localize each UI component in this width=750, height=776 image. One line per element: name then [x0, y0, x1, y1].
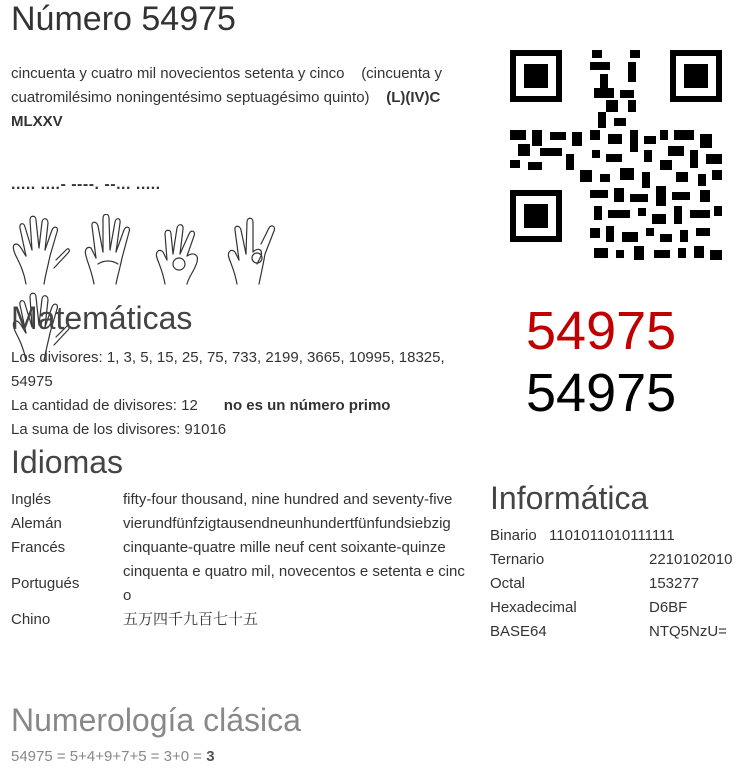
table-row — [8, 560, 472, 608]
languages-heading: Idiomas — [11, 444, 124, 480]
table-row — [8, 608, 472, 632]
table-row — [8, 536, 472, 560]
language-label: Chino — [11, 611, 51, 628]
table-row — [490, 596, 748, 620]
table-row — [490, 548, 748, 572]
numerology-formula — [11, 748, 215, 765]
base-label: BASE64 — [490, 623, 547, 640]
hand-seven-icon — [219, 214, 281, 286]
big-number-red: 54975 — [526, 301, 677, 361]
numerology-result: 3 — [206, 748, 215, 765]
language-value: cinquenta e quatro mil, novecentos e setenta e cinco — [123, 563, 465, 604]
morse-code: ..... ....- ----. --... ..... — [11, 176, 161, 193]
hand-nine-icon — [149, 214, 211, 286]
divisor-sum: La suma de los divisores: 91016 — [11, 421, 227, 438]
language-label: Portugués — [11, 575, 80, 592]
divisor-count: La cantidad de divisores: 12 — [11, 397, 198, 414]
informatics-table — [490, 524, 748, 644]
language-label: Inglés — [11, 491, 52, 508]
numerology-steps: 54975 = 5+4+9+7+5 = 3+0 = — [11, 748, 207, 765]
language-value: vierundfünfzigtausendneunhundertfünfundsiebzig — [123, 515, 451, 532]
divisors-list: Los divisores: 1, 3, 5, 15, 25, 75, 733, 2199, 3665, 10995, 18325, 54975 — [11, 349, 445, 390]
language-value: fifty-four thousand, nine hundred and seventy-five — [123, 491, 453, 508]
language-label: Francés — [11, 539, 66, 556]
cardinal-words: cincuenta y cuatro mil novecientos setenta y cinco — [11, 65, 345, 82]
language-value: 五万四千九百七十五 — [123, 611, 259, 628]
base-label: Binario — [490, 527, 537, 544]
numerology-heading: Numerología clásica — [11, 702, 301, 738]
divisor-count-line — [11, 394, 451, 418]
table-row — [8, 488, 472, 512]
qr-code-icon — [510, 50, 722, 262]
base-value: 2210102010 — [649, 551, 733, 568]
table-row — [490, 524, 748, 548]
language-label: Alemán — [11, 515, 62, 532]
roman-numeral: (L)(IV)C MLXXV — [11, 89, 441, 130]
informatics-heading: Informática — [490, 480, 649, 516]
languages-table — [8, 488, 472, 632]
base-value: 1101011010111111 — [549, 527, 675, 544]
hand-four-icon — [78, 214, 140, 286]
base-value: NTQ5NzU= — [649, 623, 727, 640]
table-row — [490, 572, 748, 596]
math-heading: Matemáticas — [11, 300, 193, 336]
ordinal-words: (cincuenta y cuatromilésimo noningentésimo septuagésimo quinto) — [11, 65, 443, 106]
base-label: Octal — [490, 575, 526, 592]
base-value: D6BF — [649, 599, 688, 616]
table-row — [490, 620, 748, 644]
language-value: cinquante-quatre mille neuf cent soixante-quinze — [123, 539, 446, 556]
base-label: Ternario — [490, 551, 545, 568]
math-section — [11, 346, 451, 442]
base-value: 153277 — [649, 575, 700, 592]
prime-status: no es un número primo — [223, 397, 391, 414]
big-number-black: 54975 — [526, 363, 677, 423]
table-row — [8, 512, 472, 536]
page-title: Número 54975 — [11, 0, 236, 38]
hand-five-icon — [8, 214, 70, 286]
number-in-words — [11, 62, 481, 134]
sign-language-hands — [8, 214, 348, 290]
base-label: Hexadecimal — [490, 599, 577, 616]
